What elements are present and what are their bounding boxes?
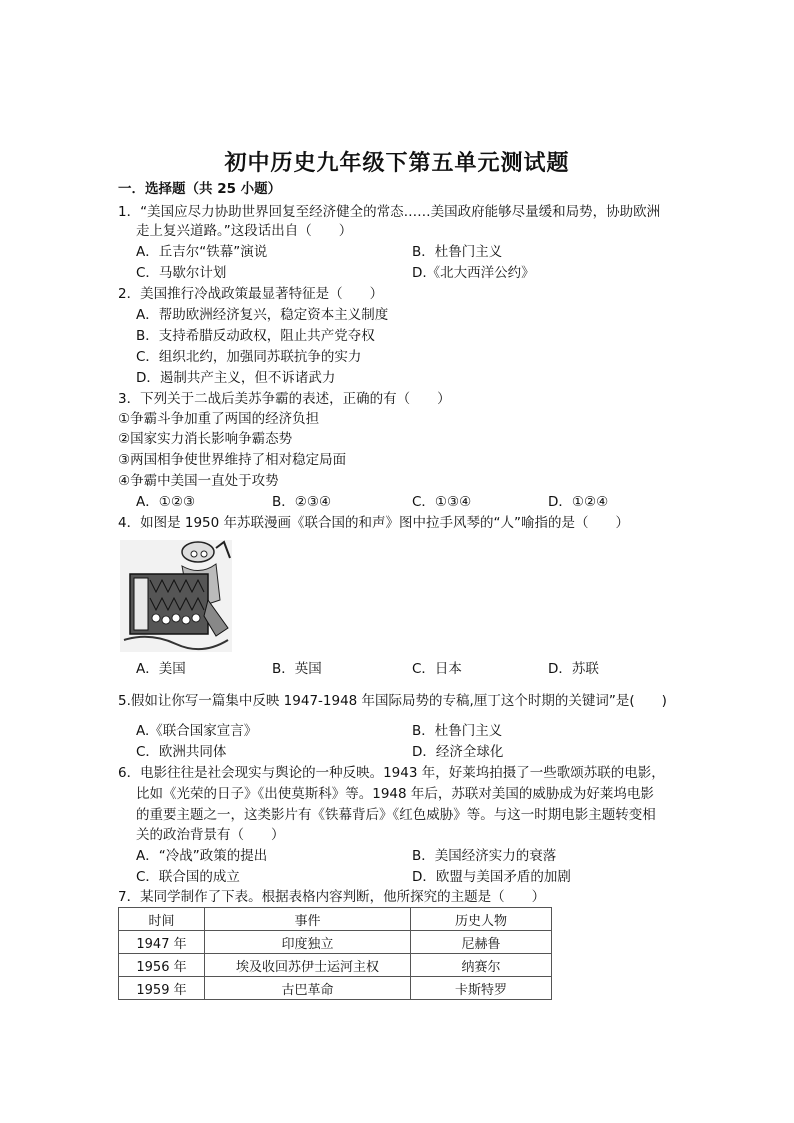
table-cell: 1959 年 <box>119 977 205 1000</box>
q6-option-c: C．联合国的成立 <box>136 869 240 885</box>
q4-option-b: B．英国 <box>272 661 322 677</box>
q3-option-b: B．②③④ <box>272 494 332 510</box>
q7-table <box>118 907 552 1000</box>
q5-stem: 5.假如让你写一篇集中反映 1947-1948 年国际局势的专稿,厘丁这个时期的关键词”是( ) <box>118 693 667 709</box>
q4-option-c: C．日本 <box>412 661 462 677</box>
q6-stem-line1: 6．电影往往是社会现实与舆论的一种反映。1943 年，好莱坞拍摄了一些歌颂苏联的电影， <box>118 765 665 781</box>
q3-option-d: D．①②④ <box>548 494 609 510</box>
table-cell: 1947 年 <box>119 931 205 954</box>
q1-option-b: B．杜鲁门主义 <box>412 244 503 260</box>
q6-stem-line3: 的重要主题之一，这类影片有《铁幕背后》《红色威胁》等。与这一时期电影主题转变相 <box>136 807 656 823</box>
q3-statement-2: ②国家实力消长影响争霸态势 <box>118 431 293 447</box>
q4-stem: 4．如图是 1950 年苏联漫画《联合国的和声》图中拉手风琴的“人”喻指的是（ ） <box>118 515 630 531</box>
table-cell: 尼赫鲁 <box>411 931 552 954</box>
q1-option-a: A．丘吉尔“铁幕”演说 <box>136 244 268 260</box>
q5-option-a: A.《联合国家宣言》 <box>136 723 258 739</box>
q6-stem-line2: 比如《光荣的日子》《出使莫斯科》等。1948 年后，苏联对美国的威胁成为好莱坞电影 <box>136 786 654 802</box>
q6-option-a: A．“冷战”政策的提出 <box>136 848 268 864</box>
q3-stem: 3．下列关于二战后美苏争霸的表述，正确的有（ ） <box>118 391 451 407</box>
table-row <box>119 977 552 1000</box>
table-row <box>119 954 552 977</box>
page-title: 初中历史九年级下第五单元测试题 <box>224 150 570 176</box>
table-cell: 卡斯特罗 <box>411 977 552 1000</box>
q5-option-c: C．欧洲共同体 <box>136 744 227 760</box>
table-header-row <box>119 908 552 931</box>
q4-option-a: A．美国 <box>136 661 186 677</box>
q2-stem: 2．美国推行冷战政策最显著特征是（ ） <box>118 286 384 302</box>
table-header-cell: 时间 <box>119 908 205 931</box>
section-heading: 一．选择题（共 25 小题） <box>118 181 282 197</box>
table-cell: 1956 年 <box>119 954 205 977</box>
table-header-cell: 事件 <box>205 908 411 931</box>
q2-option-d: D．遏制共产主义，但不诉诸武力 <box>136 370 336 386</box>
q3-statement-1: ①争霸斗争加重了两国的经济负担 <box>118 411 320 427</box>
q3-statement-3: ③两国相争使世界维持了相对稳定局面 <box>118 452 347 468</box>
q5-option-b: B．杜鲁门主义 <box>412 723 503 739</box>
q3-option-c: C．①③④ <box>412 494 472 510</box>
table-row <box>119 931 552 954</box>
q6-stem-line4: 关的政治背景有（ ） <box>136 827 285 843</box>
q7-stem: 7．某同学制作了下表。根据表格内容判断，他所探究的主题是（ ） <box>118 889 546 905</box>
q6-option-d: D．欧盟与美国矛盾的加剧 <box>412 869 571 885</box>
q2-option-a: A．帮助欧洲经济复兴，稳定资本主义制度 <box>136 307 389 323</box>
table-header-cell: 历史人物 <box>411 908 552 931</box>
table-cell: 古巴革命 <box>205 977 411 1000</box>
q2-option-c: C．组织北约，加强同苏联抗争的实力 <box>136 349 362 365</box>
table-cell: 印度独立 <box>205 931 411 954</box>
q4-option-d: D．苏联 <box>548 661 599 677</box>
cartoon-image <box>120 540 232 652</box>
table-cell: 纳赛尔 <box>411 954 552 977</box>
q6-option-b: B．美国经济实力的衰落 <box>412 848 557 864</box>
q1-option-c: C．马歇尔计划 <box>136 265 227 281</box>
q1-stem-line2: 走上复兴道路。”这段话出自（ ） <box>136 223 353 239</box>
q2-option-b: B．支持希腊反动政权，阻止共产党夺权 <box>136 328 375 344</box>
q5-option-d: D．经济全球化 <box>412 744 504 760</box>
q3-statement-4: ④争霸中美国一直处于攻势 <box>118 473 279 489</box>
q3-option-a: A．①②③ <box>136 494 196 510</box>
q1-stem-line1: 1．“美国应尽力协助世界回复至经济健全的常态……美国政府能够尽量缓和局势，协助欧洲 <box>118 204 661 220</box>
q1-option-d: D.《北大西洋公约》 <box>412 265 535 281</box>
table-cell: 埃及收回苏伊士运河主权 <box>205 954 411 977</box>
